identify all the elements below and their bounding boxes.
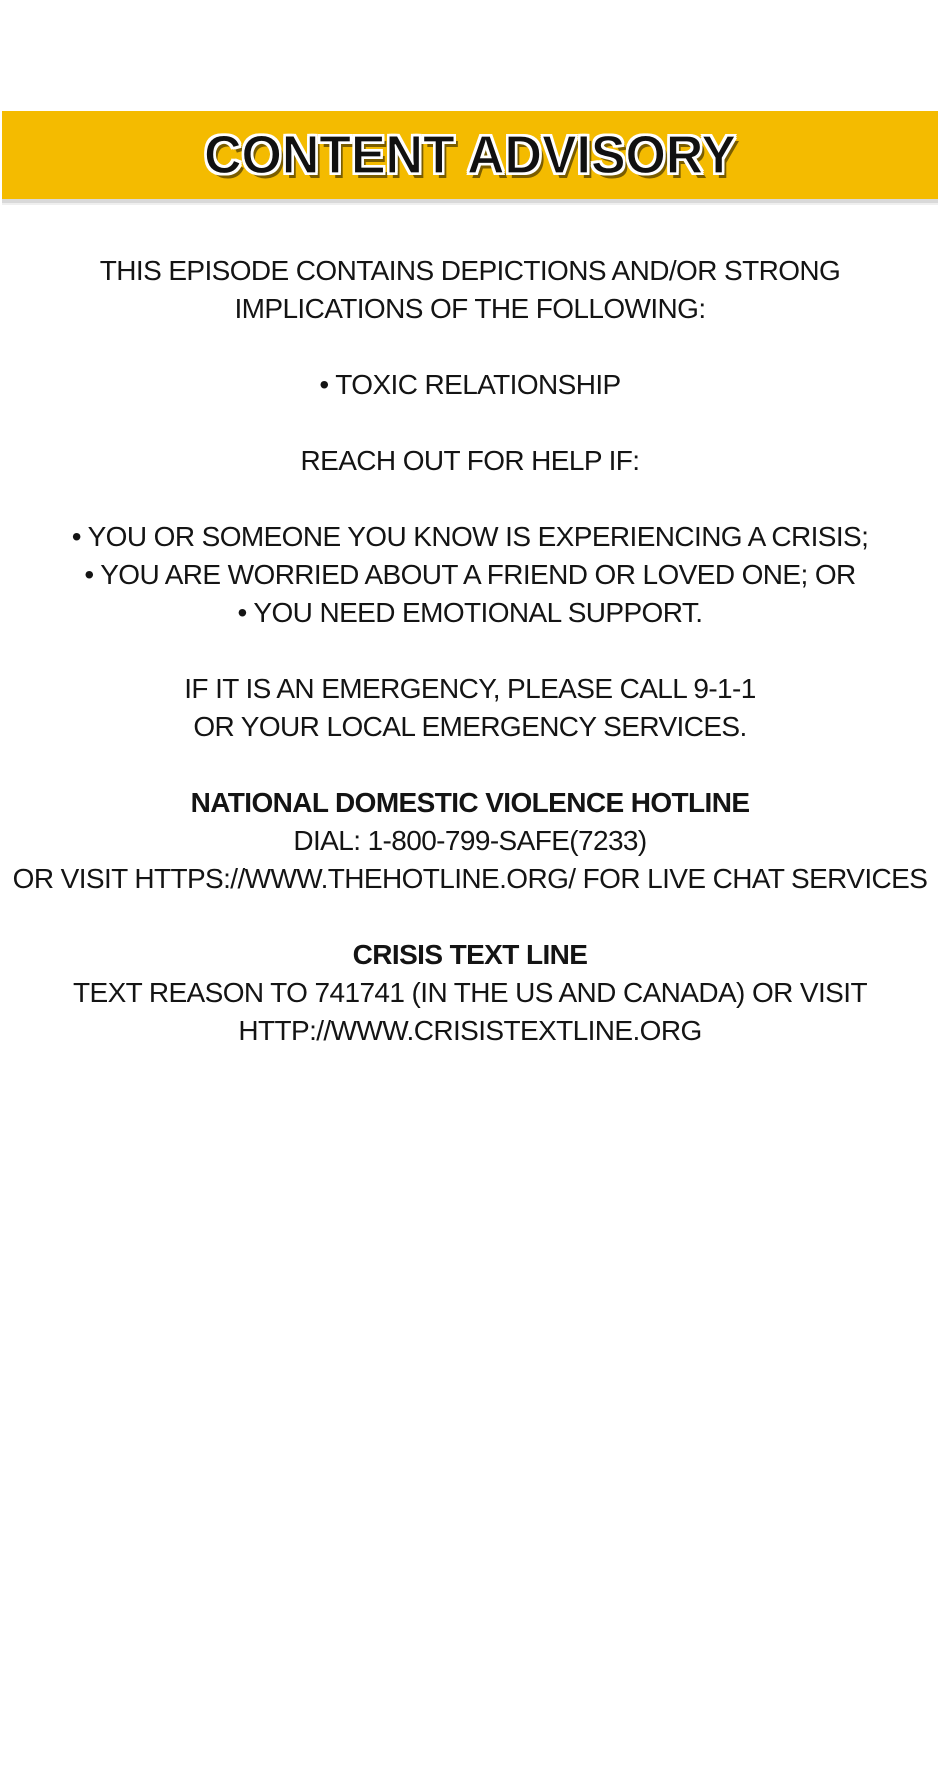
crisis-text-title: CRISIS TEXT LINE xyxy=(352,939,588,970)
content-advisory-banner xyxy=(2,111,938,199)
hotline-dial: DIAL: 1-800-799-SAFE(7233) xyxy=(293,825,647,856)
emergency-line-2: OR YOUR LOCAL EMERGENCY SERVICES. xyxy=(193,711,747,742)
emergency-line-1: IF IT IS AN EMERGENCY, PLEASE CALL 9-1-1 xyxy=(184,673,756,704)
help-item-worried: • YOU ARE WORRIED ABOUT A FRIEND OR LOVED ONE; OR xyxy=(84,559,856,590)
spacer xyxy=(0,328,940,366)
advisory-content xyxy=(0,252,940,1050)
hotline-title: NATIONAL DOMESTIC VIOLENCE HOTLINE xyxy=(190,787,750,818)
spacer xyxy=(0,480,940,518)
hotline-visit: OR VISIT HTTPS://WWW.THEHOTLINE.ORG/ FOR LIVE CHAT SERVICES xyxy=(12,863,928,894)
help-item-crisis: • YOU OR SOMEONE YOU KNOW IS EXPERIENCING A CRISIS; xyxy=(71,521,869,552)
spacer xyxy=(0,898,940,936)
crisis-text-line-2: HTTP://WWW.CRISISTEXTLINE.ORG xyxy=(238,1015,702,1046)
spacer xyxy=(0,632,940,670)
banner-title: CONTENT ADVISORY xyxy=(204,125,736,185)
intro-line-1: THIS EPISODE CONTAINS DEPICTIONS AND/OR STRONG xyxy=(99,255,841,286)
spacer xyxy=(0,746,940,784)
intro-line-2: IMPLICATIONS OF THE FOLLOWING: xyxy=(234,293,706,324)
spacer xyxy=(0,404,940,442)
topic-toxic-relationship: • TOXIC RELATIONSHIP xyxy=(319,369,621,400)
help-heading: REACH OUT FOR HELP IF: xyxy=(300,445,640,476)
help-item-support: • YOU NEED EMOTIONAL SUPPORT. xyxy=(237,597,703,628)
crisis-text-line-1: TEXT REASON TO 741741 (IN THE US AND CANADA) OR VISIT xyxy=(73,977,867,1008)
